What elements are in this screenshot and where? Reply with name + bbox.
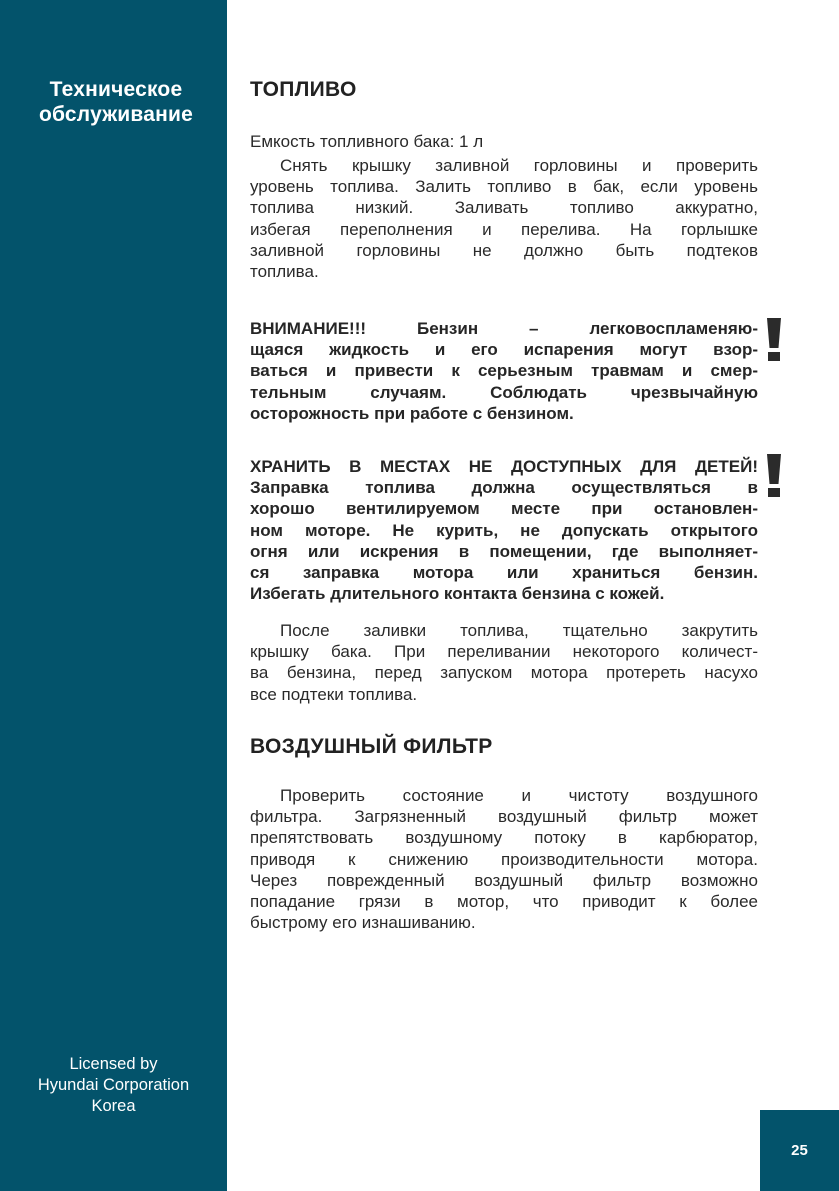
text-line: После заливки топлива, тщательно закрутить: [280, 621, 758, 640]
text-line: крышку бака. При переливании некоторого количест-: [250, 642, 758, 662]
text-line: уровень топлива. Залить топливо в бак, если уровень: [250, 177, 758, 197]
license-line: Licensed by: [69, 1055, 158, 1073]
text-line: Проверить состояние и чистоту воздушного: [280, 786, 758, 805]
text-line: Через поврежденный воздушный фильтр возможно: [250, 870, 758, 890]
license-line: Hyundai Corporation: [37, 1076, 190, 1094]
text-line: быстрому его изнашиванию.: [250, 913, 476, 933]
text-line: приводя к снижению производительности мотора.: [250, 849, 758, 869]
text-line: щаяся жидкость и его испарения могут взор-: [250, 340, 758, 360]
text-line: ХРАНИТЬ В МЕСТАХ НЕ ДОСТУПНЫХ ДЛЯ ДЕТЕЙ!: [250, 457, 758, 476]
warning-children: [250, 456, 758, 604]
text-line: Заправка топлива должна осуществляться в: [250, 478, 758, 498]
text-line: Снять крышку заливной горловины и проверить: [280, 156, 758, 175]
text-line: фильтра. Загрязненный воздушный фильтр может: [250, 807, 758, 827]
text-line: Избегать длительного контакта бензина с кожей.: [250, 584, 665, 604]
text-line: ва бензина, перед запуском мотора протереть насухо: [250, 663, 758, 683]
text-line: избегая переполнения и перелива. На горлышке: [250, 219, 758, 239]
fuel-heading: ТОПЛИВО: [250, 78, 357, 101]
section-title-line: обслуживание: [39, 103, 193, 126]
section-title: [0, 77, 227, 127]
text-line: препятствовать воздушному потоку в карбюратор,: [250, 828, 758, 848]
text-line: осторожность при работе с бензином.: [250, 403, 574, 423]
text-line: хорошо вентилируемом месте при остановлен-: [250, 499, 758, 519]
fuel-paragraph-2: [250, 620, 758, 705]
text-line: все подтеки топлива.: [250, 684, 418, 704]
text-line: ся заправка мотора или храниться бензин.: [250, 563, 758, 583]
text-line: огня или искрения в помещении, где выполняет-: [250, 541, 758, 561]
sidebar: [0, 0, 227, 1191]
capacity-text: Емкость топливного бака: 1 л: [250, 132, 484, 151]
page-number-label: 25: [791, 1142, 808, 1159]
warning-flammable: [250, 318, 758, 424]
fuel-paragraph-1: [250, 155, 758, 282]
license-line: Korea: [91, 1097, 136, 1115]
license-note: [0, 1054, 227, 1117]
text-line: заливной горловины не должно быть подтеков: [250, 240, 758, 260]
air-filter-paragraph: [250, 785, 758, 933]
fuel-capacity: [250, 131, 758, 152]
air-filter-heading: ВОЗДУШНЫЙ ФИЛЬТР: [250, 735, 493, 758]
page-number: [760, 1110, 839, 1191]
text-line: ВНИМАНИЕ!!! Бензин – легковоспламеняю-: [250, 319, 758, 338]
text-line: топлива.: [250, 262, 319, 282]
section-title-line: Техническое: [49, 78, 183, 101]
text-line: ваться и привести к серьезным травмам и смер-: [250, 361, 758, 381]
text-line: топлива низкий. Заливать топливо аккуратно,: [250, 198, 758, 218]
text-line: попадание грязи в мотор, что приводит к более: [250, 892, 758, 912]
text-line: тельным случаям. Соблюдать чрезвычайную: [250, 382, 758, 402]
text-line: ном моторе. Не курить, не допускать открытого: [250, 520, 758, 540]
